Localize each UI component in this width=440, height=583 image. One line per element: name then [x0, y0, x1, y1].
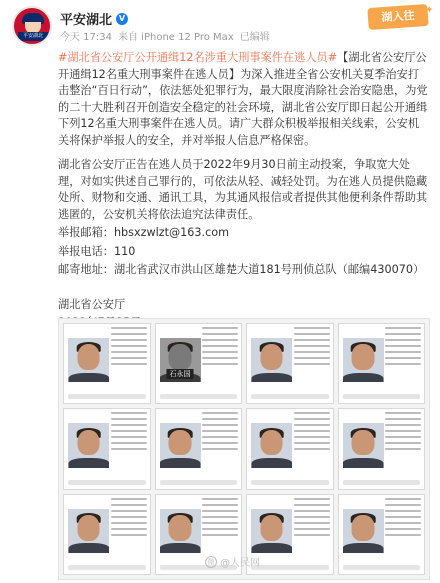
- portrait-photo: [251, 338, 292, 382]
- portrait-photo: [160, 423, 201, 467]
- wanted-card: [338, 494, 426, 575]
- wanted-card: [63, 408, 151, 489]
- portrait-photo: [68, 423, 109, 467]
- account-name[interactable]: 平安湖北: [60, 13, 113, 28]
- portrait-photo: [251, 509, 292, 553]
- wanted-poster-image[interactable]: [58, 318, 430, 580]
- stamp-text: 湖入往: [381, 8, 415, 25]
- wanted-card: [155, 408, 243, 489]
- post-time: 今天 17:34: [60, 32, 112, 43]
- wanted-card: [246, 408, 334, 489]
- image-watermark: [205, 554, 260, 569]
- post-header: [0, 0, 440, 48]
- account-name-row: [60, 9, 128, 28]
- mail-address-label: 邮寄地址：: [58, 263, 114, 276]
- portrait-photo: [68, 509, 109, 553]
- post-notice-text: 湖北省公安厅正告在逃人员于2022年9月30日前主动投案，争取宽大处理，对如实供述自己罪行的，可依法从轻、减轻处罚。为在逃人员提供隐藏处所、财物和交通、通讯工具，为其通风报信或者提供其他便利条件帮助其逃匿的，公安机关将依法追究法律责任。: [58, 158, 428, 221]
- portrait-photo: [251, 423, 292, 467]
- avatar-badge-text: 平安湖北: [18, 32, 48, 41]
- post-edited: 已编辑: [239, 32, 270, 43]
- report-email-label: 举报邮箱：: [58, 226, 114, 239]
- portrait-photo: [68, 338, 109, 382]
- portrait-photo: [343, 509, 384, 553]
- avatar[interactable]: [12, 6, 52, 46]
- post-lead-text: 【湖北省公安厅公开通缉12名重大刑事案件在逃人员】为深入推进全省公安机关夏季治安打击整治“百日行动”，依法惩处犯罪行为，最大限度消除社会治安隐患，为党的二十大胜利召开创造安全稳定的社会环境，湖北省公安厅即日起公开通缉下列12名重大刑事案件在逃人员。请广大群众积极举报相关线索，公安机关将保护举报人的安全，并对举报人信息严格保密。: [58, 51, 428, 147]
- stamp-sticker: [367, 4, 434, 30]
- wanted-card: [338, 408, 426, 489]
- signature: 湖北省公安厅: [58, 297, 126, 311]
- wanted-card: [63, 323, 151, 404]
- wanted-card: [155, 323, 243, 404]
- post-lead-paragraph: [58, 50, 430, 149]
- report-email: hbsxzwlzt@163.com: [113, 226, 229, 239]
- portrait-photo: [160, 509, 201, 553]
- portrait-photo: [343, 423, 384, 467]
- verified-icon: V: [116, 13, 128, 25]
- name-tag: 石永国: [167, 369, 194, 379]
- post-body: [58, 50, 430, 334]
- report-email-line: [58, 225, 430, 242]
- weibo-icon: 微: [205, 556, 217, 568]
- wanted-card: [338, 323, 426, 404]
- post-meta: [60, 28, 270, 43]
- watermark-text: @人民网: [220, 558, 260, 569]
- wanted-card: [63, 494, 151, 575]
- post-device: 来自 iPhone 12 Pro Max: [118, 32, 234, 43]
- portrait-photo: [343, 338, 384, 382]
- report-phone-label: 举报电话：: [58, 244, 114, 258]
- paw-icon: ✦: [424, 4, 434, 17]
- mail-address: 湖北省武汉市洪山区雄楚大道181号刑侦总队（邮编430070）: [113, 263, 425, 276]
- mail-address-line: [58, 262, 430, 279]
- report-phone: 110: [113, 244, 136, 258]
- wanted-card: [246, 323, 334, 404]
- portrait-photo: [160, 338, 201, 382]
- hashtag-link[interactable]: #湖北省公安厅公开通缉12名涉重大刑事案件在逃人员#: [58, 51, 338, 64]
- report-phone-line: [58, 244, 430, 261]
